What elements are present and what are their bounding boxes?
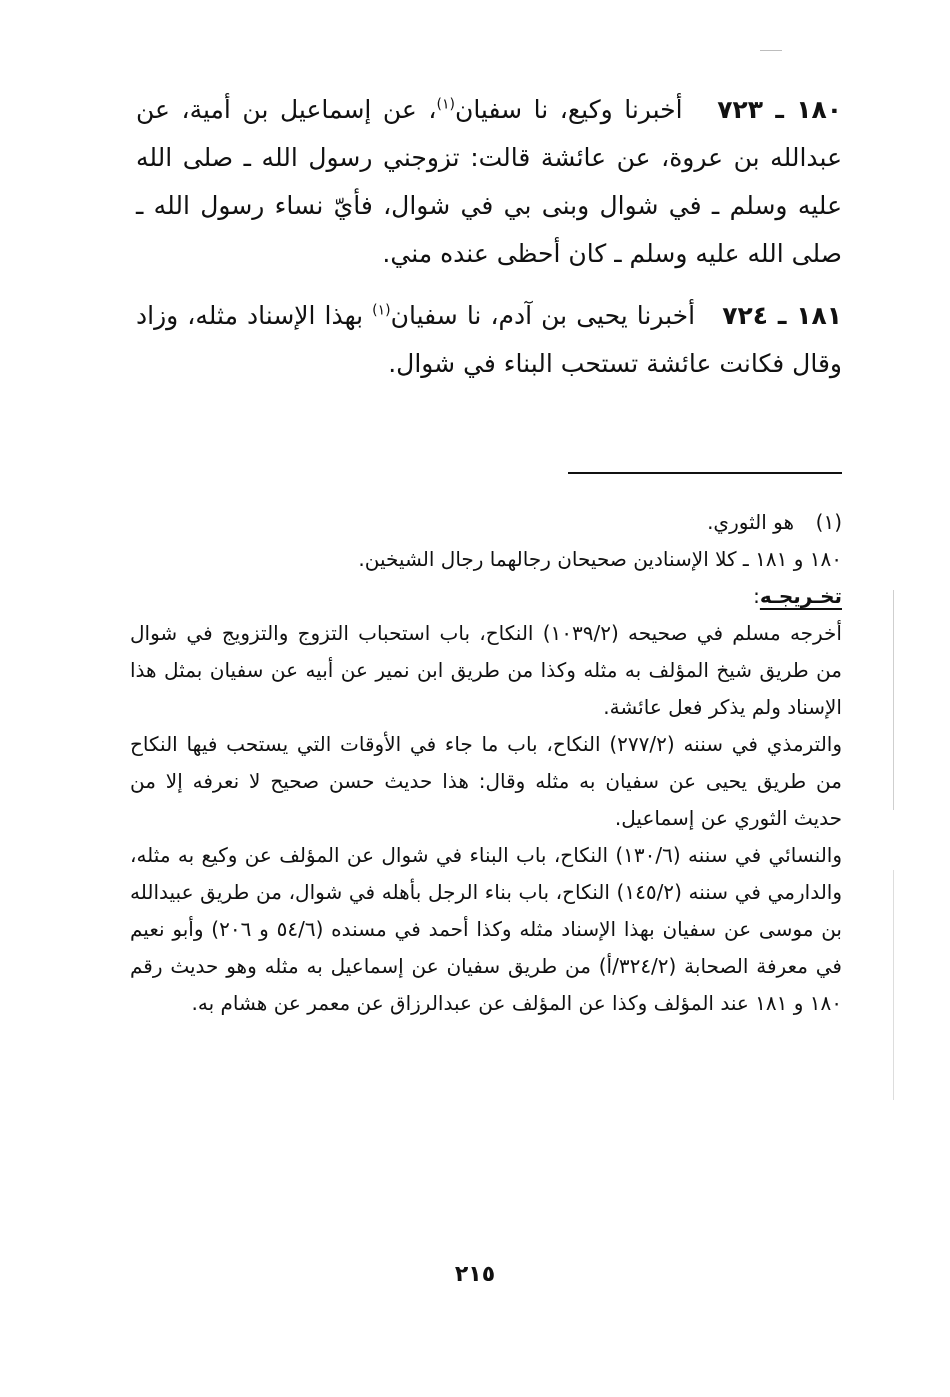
hadith-text: أخبرنا وكيع، نا سفيان — [454, 95, 683, 124]
takhrij-heading: تخـريجـه — [759, 584, 842, 608]
isnad-judgment: ١٨٠ و ١٨١ ـ كلا الإسنادين صحيحان رجالهما رجال الشيخين. — [358, 547, 842, 571]
takhrij-colon: : — [753, 584, 760, 608]
footnote-1 — [130, 504, 842, 541]
footnotes — [130, 504, 842, 1022]
hadith-number: ١٨٠ ـ ٧٢٣ — [717, 95, 842, 124]
footnote-text: هو الثوري. — [707, 510, 794, 534]
scan-edge-line — [893, 870, 894, 1100]
footnote-marker: (١) — [815, 510, 842, 534]
takhrij-paragraph: والنسائي في سننه (١٣٠/٦) النكاح، باب البناء في شوال عن المؤلف عن وكيع به مثله، والدارمي في سننه (١٤٥/٢) النكاح، باب بناء الرجل بأهله في شوال، من طريق عبيدالله بن موسى عن سفيان بهذا الإسناد مثله وكذا أحمد في مسنده (٥٤/٦ و ٢٠٦) وأبو نعيم في معرفة الصحابة (٣٢٤/٢/أ) من طريق سفيان عن إسماعيل به مثله وهو حديث رقم ١٨٠ و ١٨١ عند المؤلف وكذا عن المؤلف عن عبدالرزاق عن معمر عن هشام به. — [130, 843, 843, 1015]
hadith-text-cont: بهذا الإسناد مثله، وزاد وقال فكانت عائشة تستحب البناء في شوال. — [136, 301, 842, 378]
scan-mark — [760, 50, 782, 51]
takhrij-paragraph: أخرجه مسلم في صحيحه (١٠٣٩/٢) النكاح، باب استحباب التزوج والتزويج في شوال من طريق شيخ المؤلف به مثله وكذا من طريق ابن نمير عن أبيه عن سفيان بمثل هذا الإسناد ولم يذكر فعل عائشة. — [130, 621, 842, 719]
hadith-text: أخبرنا يحيى بن آدم، نا سفيان — [390, 301, 696, 330]
footnote-ref[interactable]: (١) — [436, 96, 455, 113]
hadith-181 — [136, 292, 842, 388]
footnote-ref[interactable]: (١) — [372, 302, 391, 319]
footnote-separator — [568, 472, 842, 474]
hadith-number: ١٨١ ـ ٧٢٤ — [722, 301, 843, 330]
hadith-180 — [136, 86, 842, 278]
page-number: ٢١٥ — [454, 1262, 496, 1287]
takhrij-paragraph: والترمذي في سننه (٢٧٧/٢) النكاح، باب ما جاء في الأوقات التي يستحب فيها النكاح من طريق يحيى عن سفيان به مثله وقال: هذا حديث حسن صحيح لا نعرفه إلا من حديث الثوري عن إسماعيل. — [130, 732, 843, 830]
scan-edge-line — [893, 590, 894, 810]
hadith-text-cont: ، عن إسماعيل بن أمية، عن عبدالله بن عروة، عن عائشة قالت: تزوجني رسول الله ـ صلى الله عليه وسلم ـ في شوال وبنى بي في شوال، فأيّ نساء رسول الله ـ صلى الله عليه وسلم ـ كان أحظى عنده مني. — [136, 95, 842, 268]
main-text — [136, 86, 842, 402]
takhrij-heading-line — [130, 578, 842, 615]
